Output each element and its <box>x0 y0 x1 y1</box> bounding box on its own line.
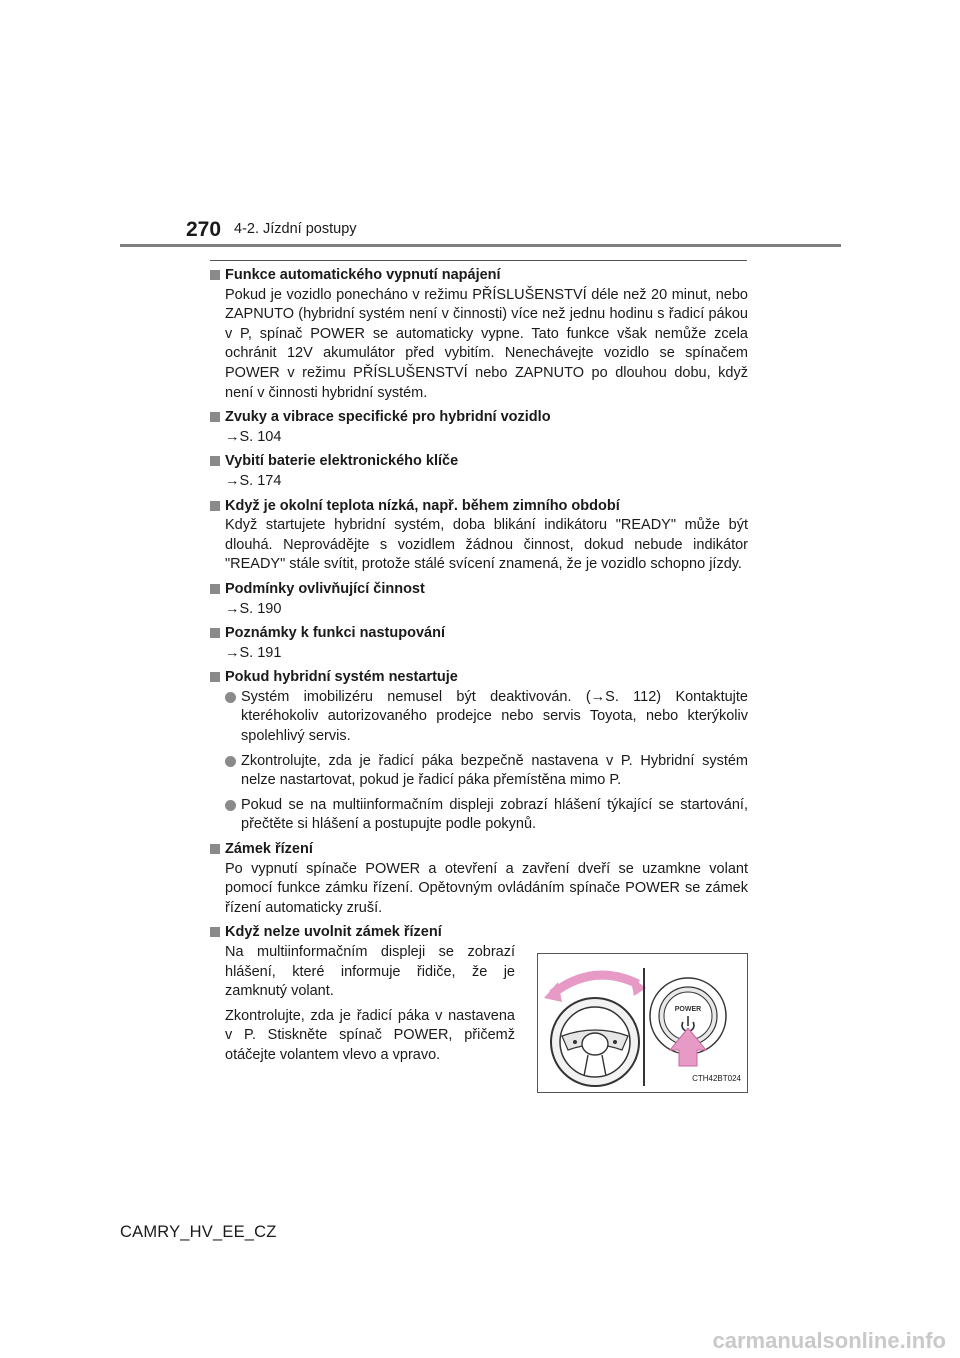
chapter-title: 4-2. Jízdní postupy <box>234 221 357 237</box>
paragraph: Na multiinformačním displeji se zobrazí hlášení, které informuje řidiče, že je zamknutý volant. <box>225 944 515 1000</box>
section-title: Podmínky ovlivňující činnost <box>225 580 425 597</box>
section-key-battery <box>210 452 748 491</box>
section-title: Když je okolní teplota nízká, např. během zimního období <box>225 497 620 514</box>
section-system-not-starting <box>210 668 748 835</box>
section-title: Funkce automatického vypnutí napájení <box>225 267 501 283</box>
section-body: Po vypnutí spínače POWER a otevření a zavření dveří se uzamkne volant pomocí funkce zámku řízení. Opětovným ovládáním spínače POWER se zámek řízení automaticky zruší. <box>225 860 748 916</box>
square-bullet-icon <box>210 584 220 594</box>
square-bullet-icon <box>210 270 220 280</box>
section-operating-conditions <box>210 580 748 619</box>
list-item: Pokud se na multiinformačním displeji zobrazí hlášení týkající se startování, přečtěte si hlášení a postupujte podle pokynů. <box>210 796 748 835</box>
square-bullet-icon <box>210 456 220 466</box>
page-reference: →S. 174 <box>225 472 282 489</box>
square-bullet-icon <box>210 927 220 937</box>
steering-power-illustration <box>537 953 748 1093</box>
footer-model-code: CAMRY_HV_EE_CZ <box>120 1223 277 1241</box>
list-item: Systém imobilizéru nemusel být deaktivován. (→S. 112) Kontaktujte kteréhokoliv autorizovaného prodejce nebo servis Toyota, nebo kterýkoliv spolehlivý servis. <box>210 688 748 747</box>
figure-code: CTH42BT024 <box>692 1074 741 1084</box>
section-body: Pokud je vozidlo ponecháno v režimu PŘÍSLUŠENSTVÍ déle než 20 minut, nebo ZAPNUTO (hybridní systém není v činnosti) více než jednu hodinu s řadicí pákou v P, spínač POWER se automaticky vypne. Tato funkce však nemůže zcela ochránit 12V akumulátor před vybitím. Nenechávejte vozidlo se spínačem POWER v režimu PŘÍSLUŠENSTVÍ nebo ZAPNUTO po dlouhou dobu, když není v činnosti hybridní systém. <box>225 286 748 401</box>
content-top-divider <box>210 260 747 261</box>
section-title: Zvuky a vibrace specifické pro hybridní vozidlo <box>225 409 551 426</box>
section-low-temperature <box>210 497 748 575</box>
page-number: 270 <box>186 218 222 241</box>
section-hybrid-sounds <box>210 408 748 447</box>
page-reference: →S. 190 <box>225 600 282 617</box>
square-bullet-icon <box>210 412 220 422</box>
round-bullet-icon <box>225 756 236 767</box>
section-entry-notes <box>210 624 748 663</box>
section-body: Když startujete hybridní systém, doba blikání indikátoru "READY" může být dlouhá. Neprovádějte s vozidlem žádnou činnost, dokud nebude indikátor "READY" stále svítit, protože stálé svícení znamená, že je vozidlo schopno jízdy. <box>225 517 748 573</box>
page-reference: →S. 191 <box>225 644 282 661</box>
square-bullet-icon <box>210 844 220 854</box>
square-bullet-icon <box>210 672 220 682</box>
power-button-label: POWER <box>674 1006 702 1013</box>
square-bullet-icon <box>210 501 220 511</box>
section-auto-power-off <box>210 266 748 403</box>
paragraph: Zkontrolujte, zda je řadicí páka v nastavena v P. Stiskněte spínač POWER, přičemž otáčejte volantem vlevo a vpravo. <box>225 1007 515 1063</box>
section-title: Zámek řízení <box>225 841 313 858</box>
section-title: Vybití baterie elektronického klíče <box>225 453 459 470</box>
section-steering-lock <box>210 840 748 918</box>
round-bullet-icon <box>225 800 236 811</box>
section-title: Když nelze uvolnit zámek řízení <box>225 924 442 941</box>
section-title: Pokud hybridní systém nestartuje <box>225 669 458 686</box>
list-item: Zkontrolujte, zda je řadicí páka bezpečně nastavena v P. Hybridní systém nelze nastartovat, pokud je řadicí páka přemístěna mimo P. <box>210 752 748 791</box>
square-bullet-icon <box>210 628 220 638</box>
watermark[interactable]: carmanualsonline.info <box>712 1328 946 1353</box>
page-reference: →S. 104 <box>225 428 282 445</box>
header-divider <box>120 244 841 247</box>
section-title: Poznámky k funkci nastupování <box>225 625 445 642</box>
page-content <box>210 266 748 1098</box>
round-bullet-icon <box>225 692 236 703</box>
section-steering-lock-release <box>210 923 748 1093</box>
